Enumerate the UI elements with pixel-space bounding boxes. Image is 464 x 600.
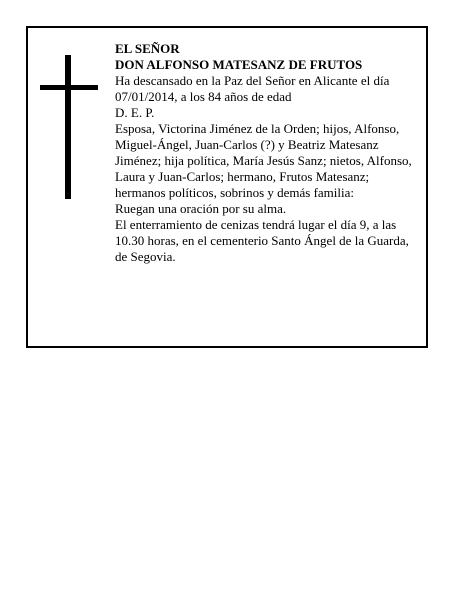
cross-vertical-bar: [65, 55, 71, 199]
notice-title-line-1: EL SEÑOR: [115, 41, 180, 56]
notice-text: [115, 41, 421, 265]
prayer-request: Ruegan una oración por su alma.: [115, 201, 287, 216]
cross-horizontal-bar: [40, 85, 98, 90]
obituary-notice: [26, 26, 428, 348]
cross-icon: [40, 55, 98, 199]
rip-abbreviation: D. E. P.: [115, 105, 155, 120]
death-statement: Ha descansado en la Paz del Señor en Alicante el día 07/01/2014, a los 84 años de edad: [115, 73, 390, 104]
family-list: Esposa, Victorina Jiménez de la Orden; hijos, Alfonso, Miguel-Ángel, Juan-Carlos (?) y Beatriz Matesanz Jiménez; hija política, María Jesús Sanz; nietos, Alfonso, Laura y Juan-Carlos; hermano, Frutos Matesanz; hermanos políticos, sobrinos y demás familia:: [115, 121, 412, 200]
deceased-name: DON ALFONSO MATESANZ DE FRUTOS: [115, 57, 363, 72]
burial-info: El enterramiento de cenizas tendrá lugar el día 9, a las 10.30 horas, en el cementerio Santo Ángel de la Guarda, de Segovia.: [115, 217, 409, 264]
